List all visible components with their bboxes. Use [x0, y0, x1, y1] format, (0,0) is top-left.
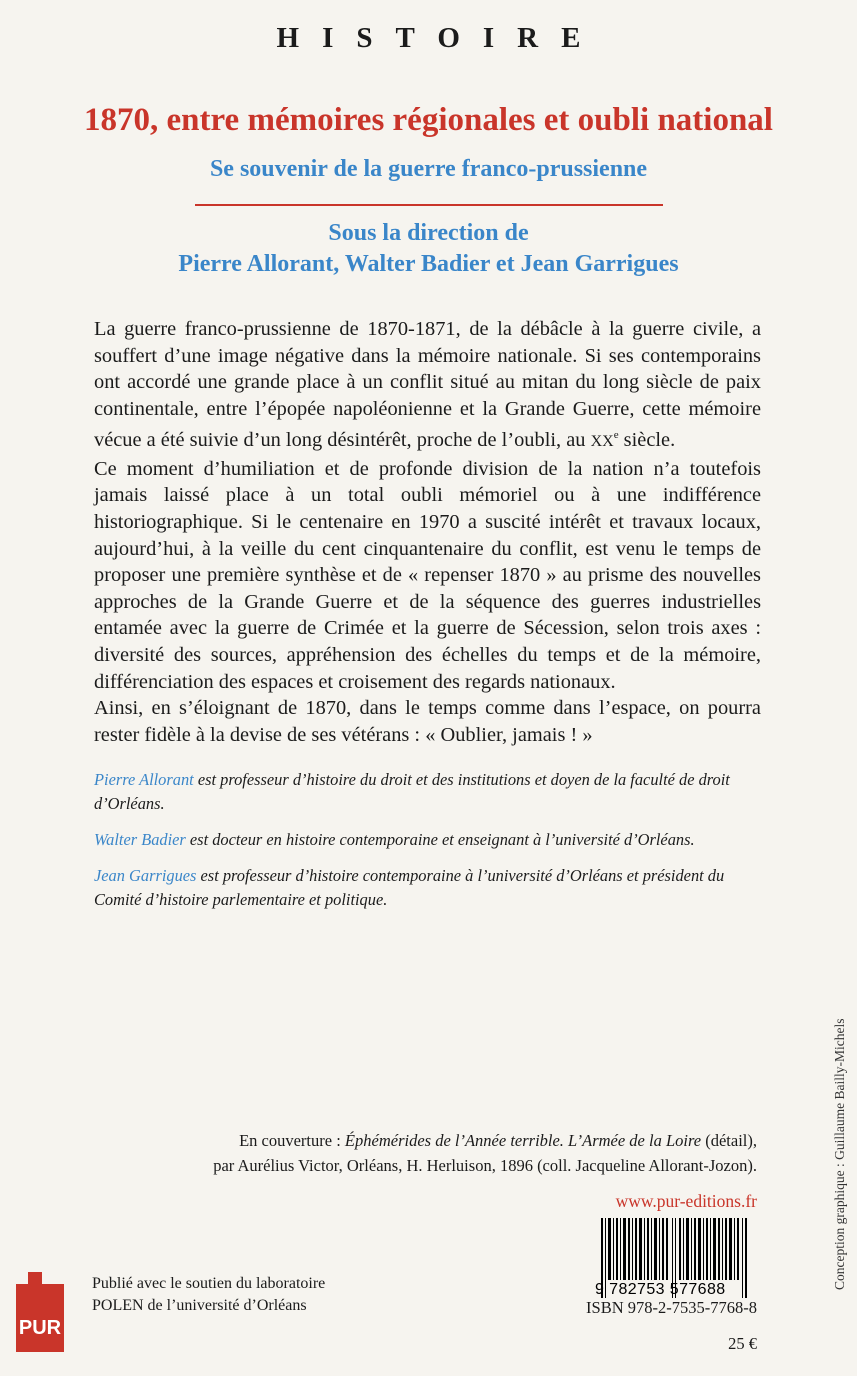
- isbn: ISBN 978-2-7535-7768-8: [586, 1298, 757, 1317]
- publisher-website[interactable]: www.pur-editions.fr: [615, 1191, 757, 1211]
- summary-paragraph: Ce moment d’humiliation et de profonde division de la nation n’a toutefois jamais laissé place à un total oubli mémoriel ou à une indifférence historiographique. Si le centenaire en 1970 a suscité intérêt et travaux locaux, aujourd’hui, à la veille du cent cinquantenaire du conflit, est venu le temps de proposer une première synthèse et de « repenser 1870 » au prisme des nouvelles approches de la Grande Guerre et de la séquence des guerres industrielles entamée avec la guerre de Crimée et la guerre de Sécession, selon trois axes : diversité des sources, appréhension des échelles du temps et de la mémoire, différenciation des espaces et croisement des regards nationaux.: [94, 457, 761, 693]
- cover-credit: En couverture : Éphémérides de l’Année terrible. L’Armée de la Loire (détail), par Aurélius Victor, Orléans, H. Herluison, 1896 (coll. Jacqueline Allorant-Jozon).: [213, 1131, 757, 1175]
- bio-item: Pierre Allorant est professeur d’histoire du droit et des institutions et doyen de la faculté de droit d’Orléans.: [94, 770, 730, 813]
- summary-paragraph: Ainsi, en s’éloignant de 1870, dans le temps comme dans l’espace, on pourra rester fidèle à la devise de ses vétérans : « Oublier, jamais ! »: [94, 697, 761, 746]
- bio-item: Jean Garrigues est professeur d’histoire contemporaine à l’université d’Orléans et président du Comité d’histoire parlementaire et politique.: [94, 866, 725, 909]
- direction-label: Sous la direction de: [328, 220, 529, 246]
- book-title: 1870, entre mémoires régionales et oubli national: [84, 102, 773, 138]
- bio-name: Jean Garrigues: [94, 866, 197, 885]
- title-divider: [195, 204, 663, 206]
- barcode-digits: 9 782753 577688: [595, 1281, 726, 1298]
- bio-name: Pierre Allorant: [94, 770, 194, 789]
- svg-text:PUR: PUR: [18, 1317, 62, 1339]
- editors-block: [0, 218, 857, 280]
- pur-logo-icon: [14, 1270, 66, 1354]
- summary-paragraph: La guerre franco-prussienne de 1870-1871, de la débâcle à la guerre civile, a souffert d’une image négative dans la mémoire nationale. Si ses contemporains ont accordé une grande place à un conflit situé au mitan du long siècle de paix continentale, entre l’épopée napoléonienne et la Grande Guerre, cette mémoire vécue a été suivie d’un long désintérêt, proche de l’oubli, au XXe siècle.: [94, 318, 761, 452]
- price: 25 €: [728, 1334, 757, 1353]
- editors-names: Pierre Allorant, Walter Badier et Jean Garrigues: [178, 251, 679, 277]
- author-bios: [94, 768, 774, 924]
- summary-text: [94, 316, 761, 748]
- design-credit: Conception graphique : Guillaume Bailly-Michels: [832, 1018, 847, 1290]
- bio-name: Walter Badier: [94, 830, 186, 849]
- book-subtitle: Se souvenir de la guerre franco-prussienne: [209, 156, 648, 182]
- bio-item: Walter Badier est docteur en histoire contemporaine et enseignant à l’université d’Orléans.: [94, 830, 695, 849]
- support-notice: Publié avec le soutien du laboratoire POLEN de l’université d’Orléans: [92, 1275, 326, 1314]
- series-label: HISTOIRE: [276, 22, 604, 54]
